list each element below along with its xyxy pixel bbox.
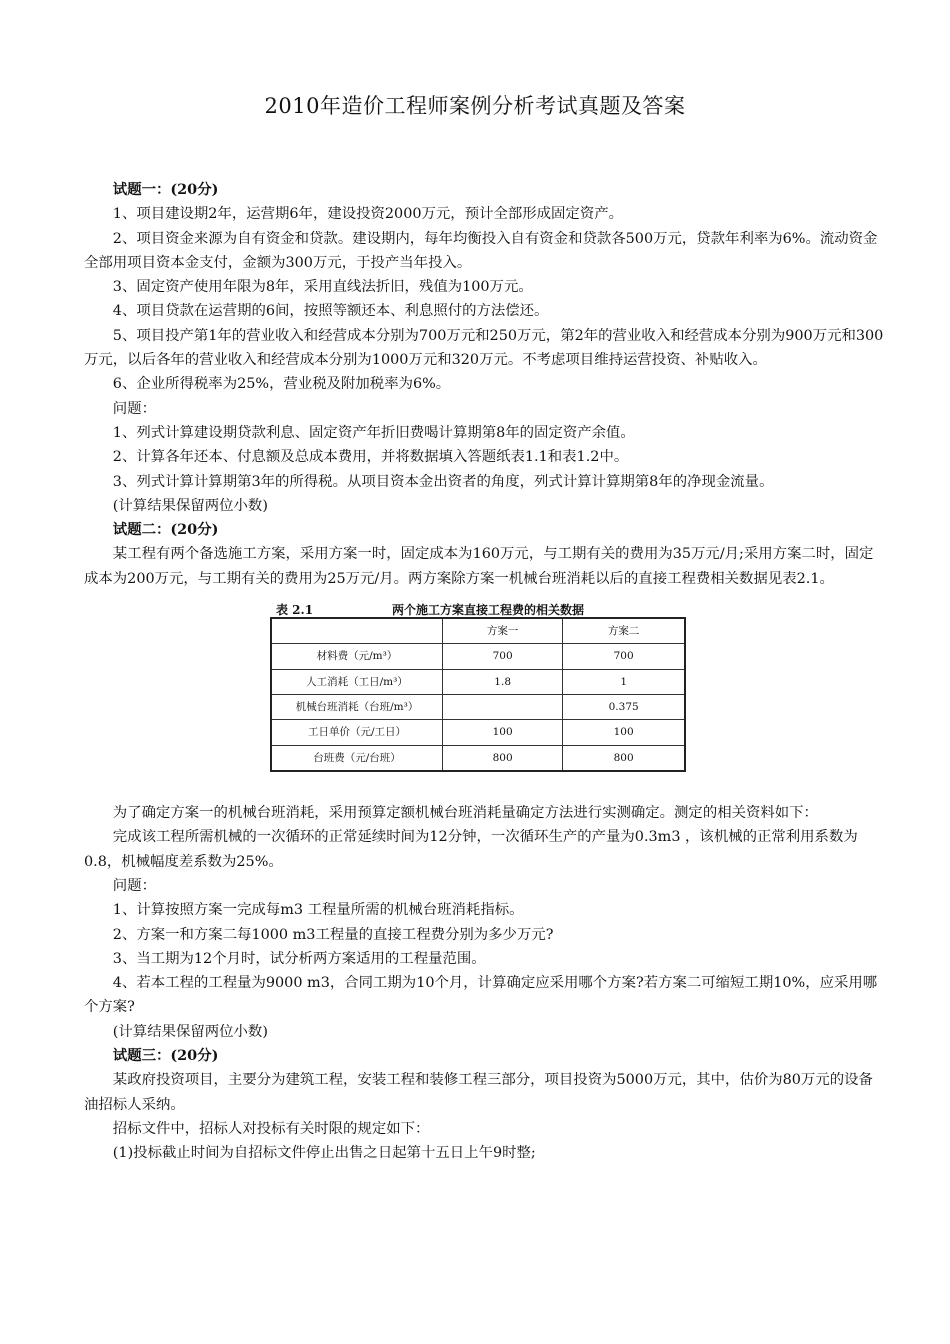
q3-heading: 试题三：(20分) xyxy=(112,1047,219,1065)
table-cell: 材料费（元/m³） xyxy=(271,644,443,669)
table-number: 表 2.1 xyxy=(276,603,314,618)
q1-para: 5、项目投产第1年的营业收入和经营成本分别为700万元和250万元，第2年的营业收入和经营成本分别为900万元和300万元，以后各年的营业收入和经营成本分别为1000万元和320万元。不考虑项目维持运营投资、补贴收入。 xyxy=(84,327,884,369)
table-cell: 800 xyxy=(443,745,563,771)
q2-para: 1、计算按照方案一完成每m3 工程量所需的机械台班消耗指标。 xyxy=(112,902,524,919)
table-2-1 xyxy=(270,595,686,764)
q2-para: 4、若本工程的工程量为9000 m3，合同工期为10个月，计算确定应采用哪个方案?若方案二可缩短工期10%，应采用哪个方案? xyxy=(84,975,878,1016)
q2-para: 2、方案一和方案二每1000 m3工程量的直接工程费分别为多少万元? xyxy=(112,926,554,943)
table-cell: 台班费（元/台班） xyxy=(271,745,443,771)
table-cell xyxy=(443,694,563,719)
q1-para: 6、企业所得税率为25%，营业税及附加税率为6%。 xyxy=(112,376,451,393)
table-row xyxy=(271,644,685,669)
q2-intro: 某工程有两个备选施工方案，采用方案一时，固定成本为160万元，与工期有关的费用为35万元/月;采用方案二时，固定成本为200万元，与工期有关的费用为25万元/月。两方案除方案一机械台班消耗以后的直接工程费相关数据见表2.1。 xyxy=(84,546,874,587)
q2-para: 问题： xyxy=(112,877,156,894)
q1-para: 2、项目资金来源为自有资金和贷款。建设期内，每年均衡投入自有资金和贷款各500万元，贷款年利率为6%。流动资金全部用项目资本金支付，金额为300万元，于投产当年投入。 xyxy=(84,230,878,271)
table-cell: 方案二 xyxy=(563,618,685,644)
document-title: 2010年造价工程师案例分析考试真题及答案 xyxy=(264,94,686,118)
q1-para: 1、列式计算建设期贷款利息、固定资产年折旧费喝计算期第8年的固定资产余值。 xyxy=(112,424,635,441)
q3-para: 招标文件中，招标人对投标有关时限的规定如下： xyxy=(112,1120,430,1137)
q1-para: 4、项目贷款在运营期的6间，按照等额还本、利息照付的方法偿还。 xyxy=(112,303,549,320)
table-cell: 700 xyxy=(563,644,685,669)
table-row xyxy=(271,694,685,719)
q1-para: 问题： xyxy=(112,400,156,417)
data-table xyxy=(270,617,686,772)
q1-para: 2、计算各年还本、付息额及总成本费用，并将数据填入答题纸表1.1和表1.2中。 xyxy=(112,449,629,466)
q2-para: 3、当工期为12个月时，试分析两方案适用的工程量范围。 xyxy=(112,950,486,967)
table-header xyxy=(270,595,686,617)
table-cell: 人工消耗（工日/m³） xyxy=(271,669,443,694)
q1-heading: 试题一：(20分) xyxy=(112,181,219,198)
table-cell: 工日单价（元/工日） xyxy=(271,720,443,745)
table-row xyxy=(271,720,685,745)
table-cell: 方案一 xyxy=(443,618,563,644)
q2-para: (计算结果保留两位小数) xyxy=(112,1023,268,1040)
q3-para: 某政府投资项目，主要分为建筑工程，安装工程和装修工程三部分，项目投资为5000万元，其中，估价为80万元的设备油招标人采纳。 xyxy=(84,1072,873,1113)
table-row xyxy=(271,669,685,694)
table-cell: 0.375 xyxy=(563,694,685,719)
q1-para: 1、项目建设期2年，运营期6年，建设投资2000万元，预计全部形成固定资产。 xyxy=(112,206,623,223)
table-cell: 100 xyxy=(443,720,563,745)
table-cell: 700 xyxy=(443,644,563,669)
q2-para: 完成该工程所需机械的一次循环的正常延续时间为12分钟，一次循环生产的产量为0.3m3 ，该机械的正常利用系数为0.8，机械幅度差系数为25%。 xyxy=(84,829,858,870)
table-cell: 机械台班消耗（台班/m³） xyxy=(271,694,443,719)
q1-para: (计算结果保留两位小数) xyxy=(112,497,268,514)
table-row xyxy=(271,745,685,771)
table-cell: 1.8 xyxy=(443,669,563,694)
q1-para: 3、固定资产使用年限为8年，采用直线法折旧，残值为100万元。 xyxy=(112,279,533,296)
q1-para: 3、列式计算计算期第3年的所得税。从项目资本金出资者的角度，列式计算计算期第8年的净现金流量。 xyxy=(112,473,774,490)
table-cell: 1 xyxy=(563,669,685,694)
q2-heading: 试题二：(20分) xyxy=(112,521,219,539)
q2-para: 为了确定方案一的机械台班消耗，采用预算定额机械台班消耗量确定方法进行实测确定。测定的相关资料如下： xyxy=(112,805,818,822)
table-cell: 100 xyxy=(563,720,685,745)
q3-para: (1)投标截止时间为自招标文件停止出售之日起第十五日上午9时整; xyxy=(112,1145,536,1162)
table-cell: 800 xyxy=(563,745,685,771)
table-caption: 两个施工方案直接工程费的相关数据 xyxy=(392,603,585,618)
document-body xyxy=(84,178,884,1166)
